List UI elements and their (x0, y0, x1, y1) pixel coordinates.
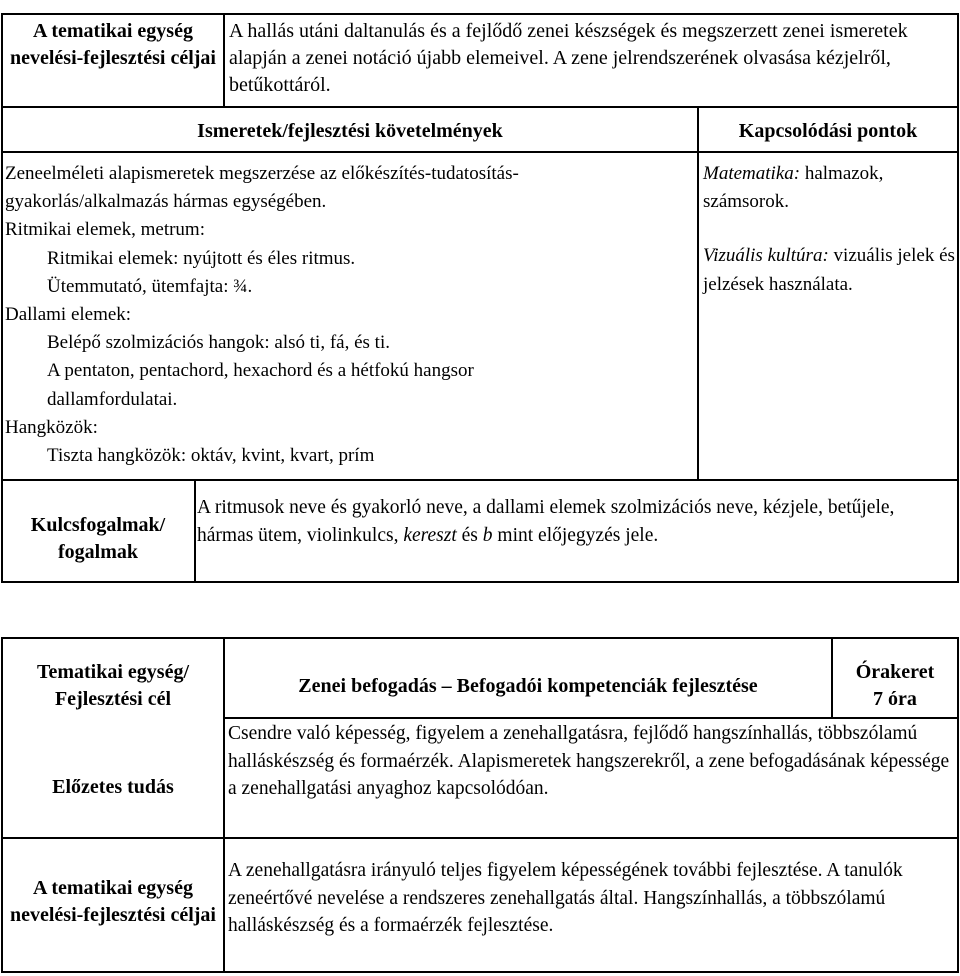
keywords-part: és (456, 525, 483, 546)
keywords-text (197, 494, 955, 550)
keyword-b: b (482, 525, 493, 546)
table-divider (194, 479, 196, 583)
keywords-part: A ritmusok neve és gyakorló neve, a dallami elemek szolmizációs neve, kézjele, betűjele, hármas ütem, violinkulcs, (197, 497, 895, 546)
prior-knowledge-text: Csendre való képesség, figyelem a zenehallgatásra, fejlődő hangszínhallás, többszólamú halláskészség és formaérzék. Alapismeretek hangszerekről, a zene befogadásának képessége a zenehallgatási anyaghoz kapcsolódóan. (228, 723, 950, 799)
hours-value: 7 óra (873, 688, 917, 710)
link-subject: Matematika: (703, 163, 801, 184)
keywords-label: Kulcsfogalmak/ fogalmak (30, 514, 166, 563)
links-header: Kapcsolódási pontok (738, 120, 918, 142)
content-line: A pentaton, pentachord, hexachord és a hétfokú hangsor (47, 360, 474, 382)
requirements-content (5, 160, 695, 470)
content-line: Belépő szolmizációs hangok: alsó ti, fá, és ti. (47, 332, 390, 354)
content-line: Dallami elemek: (5, 304, 132, 326)
table-divider (1, 837, 959, 839)
link-subject: Vizuális kultúra: (703, 245, 829, 267)
link-visual (703, 242, 955, 298)
table-divider (223, 13, 225, 107)
content-line: gyakorlás/alkalmazás hármas egységében. (5, 191, 327, 213)
prior-knowledge-label: Előzetes tudás (52, 776, 174, 798)
table-divider (1, 479, 959, 481)
unit-goals-text: A zenehallgatásra irányuló teljes figyelem képességének további fejlesztése. A tanulók zeneértővé nevelése a rendszeres zenehallgatás által. Hangszínhallás, a többszólamú halláskészség és a formaérzék fejlesztése. (228, 860, 903, 936)
table-divider (1, 106, 959, 108)
goals-label: A tematikai egység nevelési-fejlesztési céljai (9, 20, 216, 69)
content-line: Zeneelméleti alapismeretek megszerzése az előkészítés-tudatosítás- (5, 163, 519, 184)
link-text: vizuális jelek és jelzések használata. (703, 245, 955, 295)
content-line: Hangközök: (5, 416, 98, 438)
links-content (703, 160, 955, 299)
requirements-header: Ismeretek/fejlesztési követelmények (197, 120, 503, 142)
content-line: Ritmikai elemek: nyújtott és éles ritmus. (47, 247, 356, 269)
keywords-part: mint előjegyzés jele. (492, 525, 659, 546)
content-line: dallamfordulatai. (47, 388, 178, 410)
hours-title: Órakeret (855, 661, 935, 683)
table-divider (697, 106, 699, 480)
hours-label (833, 659, 957, 713)
goals-text: A hallás utáni daltanulás és a fejlődő zenei készségek és megszerzett zenei ismeretek alapján a zenei notáció újabb elemeivel. A zene jelrendszerének olvasása kézjelről, betűkottáról. (229, 20, 908, 96)
unit-title: Zenei befogadás – Befogadói kompetenciák fejlesztése (298, 675, 758, 697)
table-divider (1, 151, 959, 153)
content-line: Tiszta hangközök: oktáv, kvint, kvart, prím (47, 445, 375, 467)
table-divider (223, 717, 959, 719)
link-math (703, 160, 955, 216)
content-line: Ritmikai elemek, metrum: (5, 219, 205, 241)
content-line: Ütemmutató, ütemfajta: ¾. (47, 275, 253, 297)
link-text: halmazok, számsorok. (703, 163, 884, 213)
unit-label: Tematikai egység/ Fejlesztési cél (36, 661, 190, 710)
keyword-kereszt: kereszt (403, 525, 457, 546)
unit-goals-label: A tematikai egység nevelési-fejlesztési céljai (9, 877, 216, 926)
